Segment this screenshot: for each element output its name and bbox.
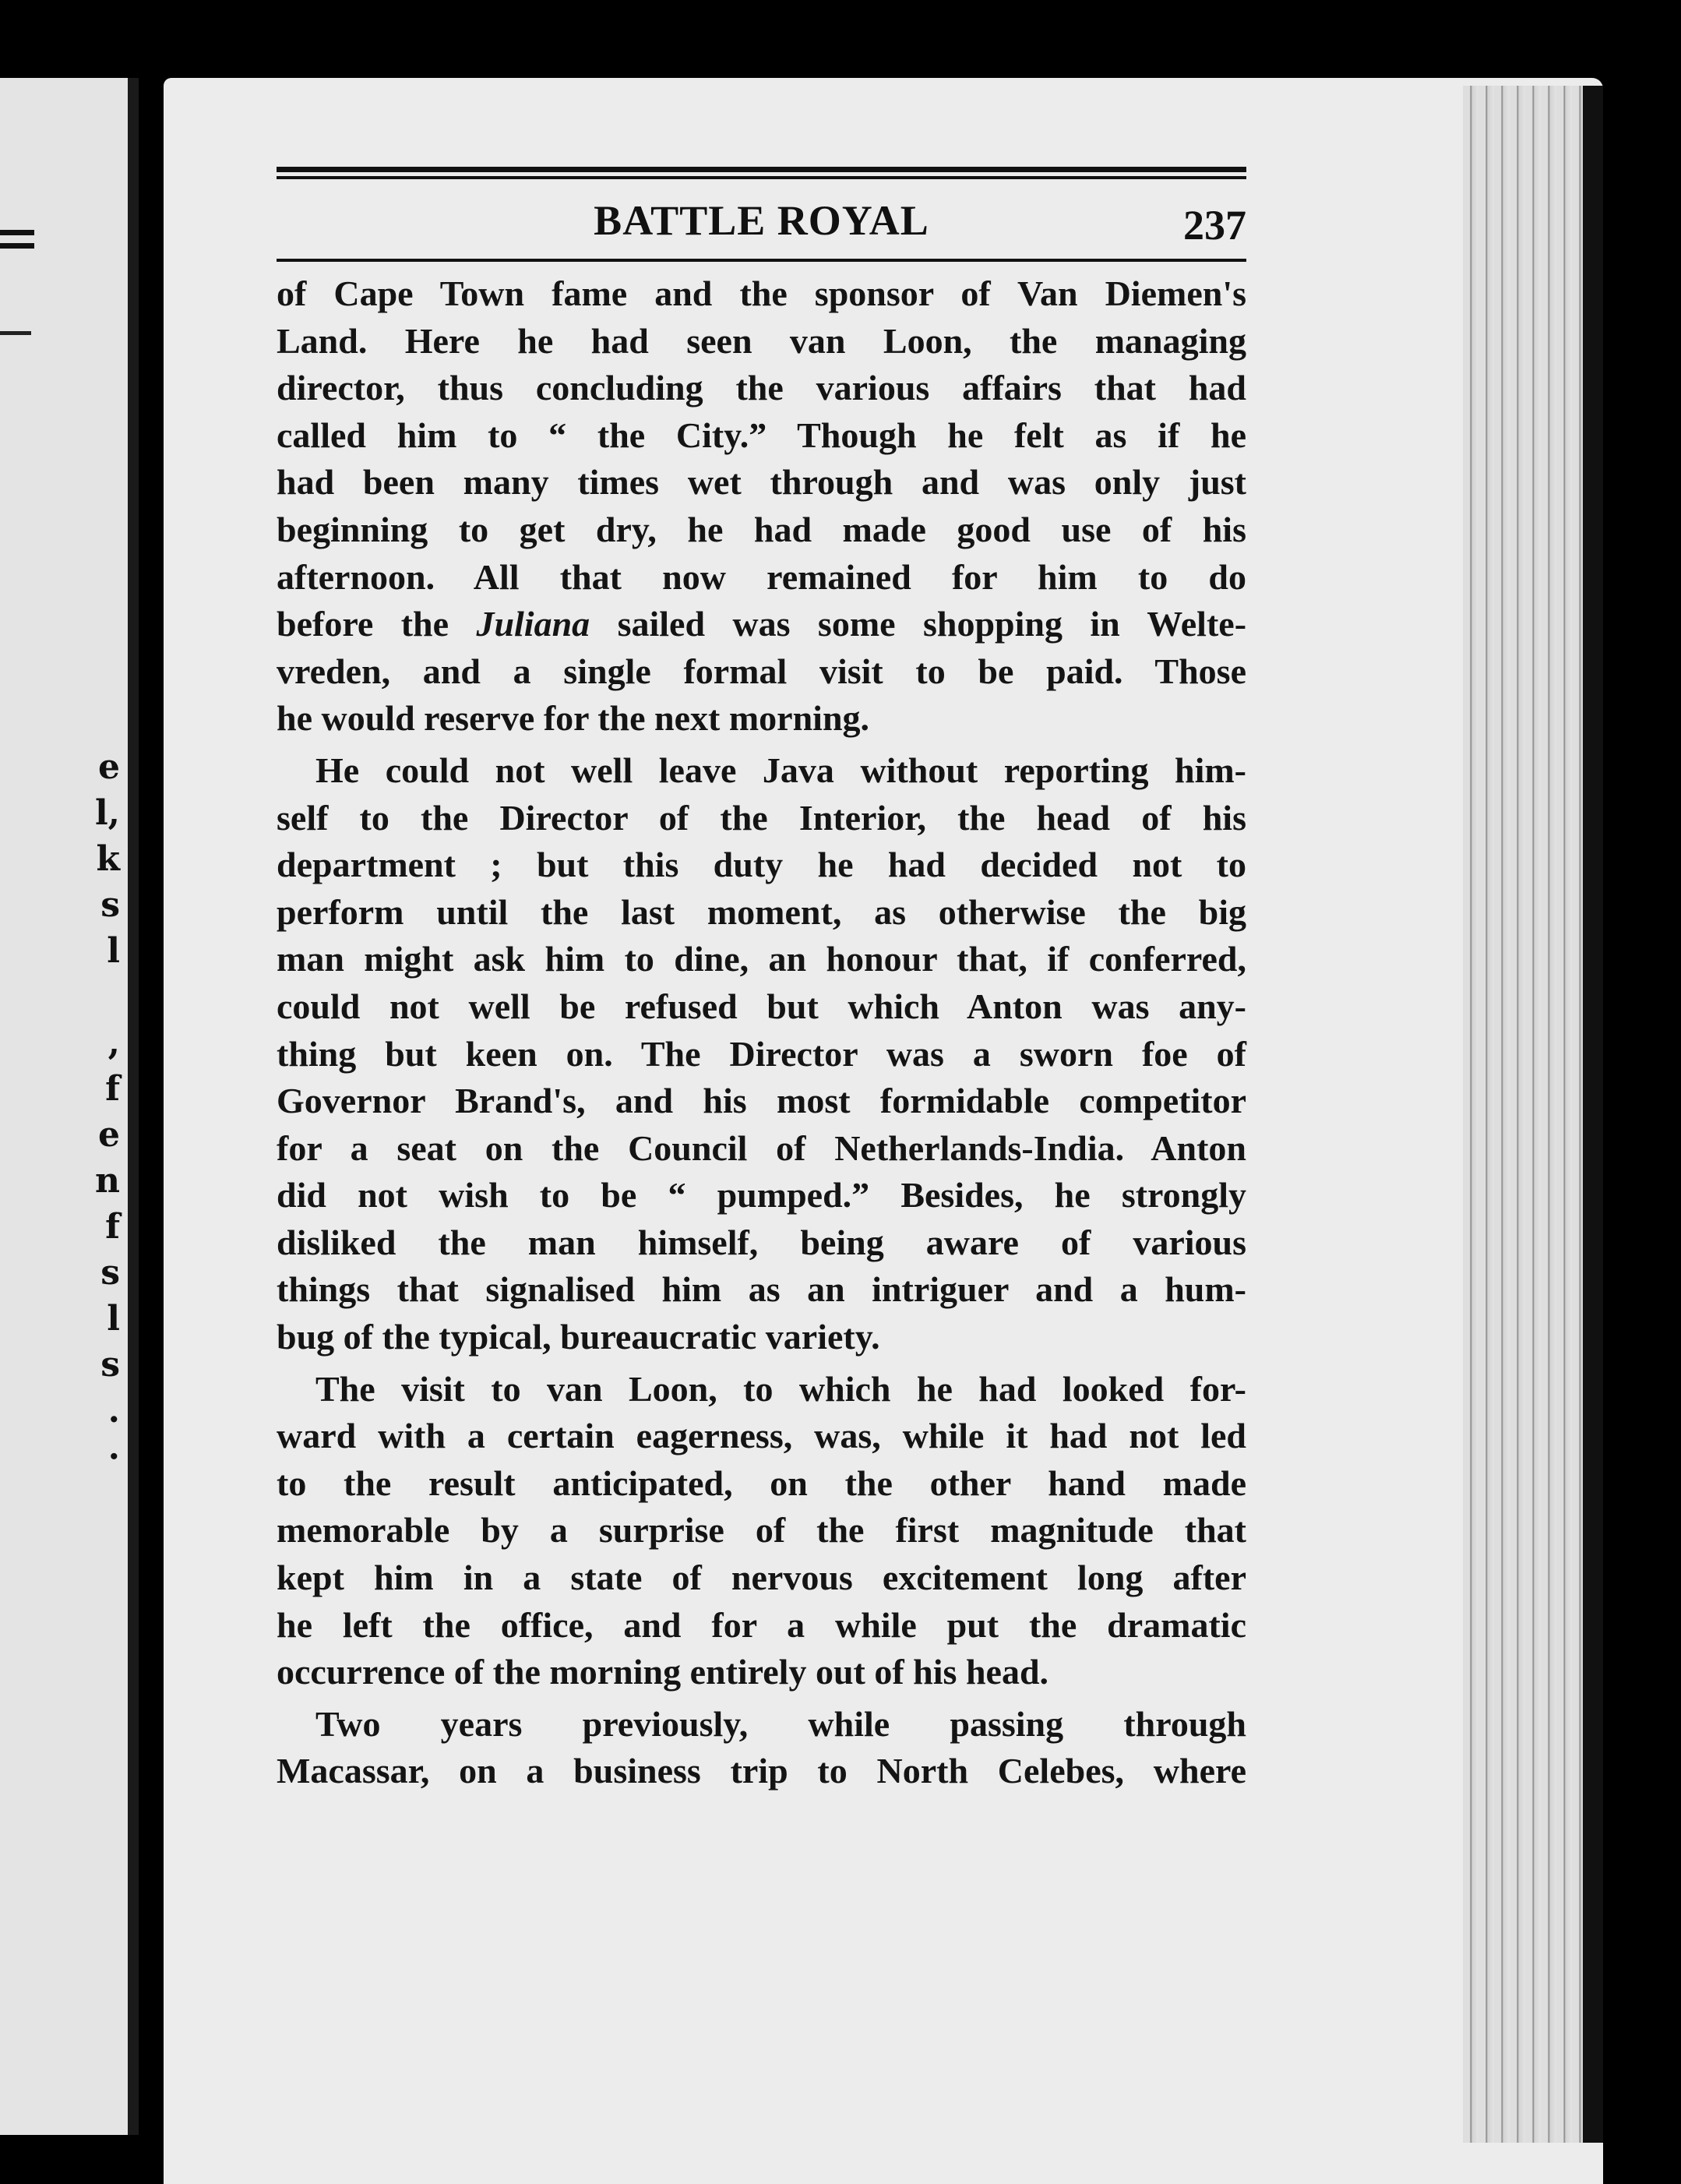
text-line: He could not well leave Java without reporting him- <box>315 750 1246 790</box>
text-line: to the result anticipated, on the other hand made <box>277 1462 1246 1503</box>
header-rule-top <box>277 167 1246 172</box>
text-line <box>277 601 1246 648</box>
text-line: things that signalised him as an intriguer and a hum- <box>277 1269 1246 1310</box>
text-line: he left the office, and for a while put the dramatic <box>277 1604 1246 1645</box>
page-edge-stack <box>1463 86 1603 2143</box>
fragment: e <box>98 1115 120 1155</box>
previous-page-edge <box>0 78 139 2135</box>
book-page <box>164 78 1603 2184</box>
fragment: k <box>96 839 120 879</box>
text-run: sailed was some shopping in Welte- <box>590 604 1247 644</box>
text-line: had been many times wet through and was only just <box>277 462 1246 503</box>
text-line: kept him in a state of nervous excitement long after <box>277 1558 1246 1598</box>
text-line: vreden, and a single formal visit to be paid. Those <box>277 651 1246 691</box>
text-line: memorable by a surprise of the first magnitude that <box>277 1510 1246 1551</box>
fragment: f <box>105 1069 120 1109</box>
fragment: l, <box>94 793 120 833</box>
fragment: e <box>98 747 120 787</box>
text-line: director, thus concluding the various affairs that had <box>277 368 1246 408</box>
fragment: , <box>107 1023 120 1063</box>
text-line: did not wish to be “ pumped.” Besides, he strongly <box>277 1175 1246 1215</box>
text-line: disliked the man himself, being aware of various <box>277 1222 1246 1262</box>
previous-page-text-fragments <box>65 744 120 1480</box>
text-line: of Cape Town fame and the sponsor of Van Diemen's <box>277 273 1246 313</box>
page-number: 237 <box>1183 202 1246 249</box>
fragment: s <box>100 1345 120 1385</box>
fragment <box>65 974 120 1020</box>
fragment: . <box>107 1391 120 1431</box>
text-line: afternoon. All that now remained for him to do <box>277 556 1246 597</box>
text-line: The visit to van Loon, to which he had looked for- <box>315 1368 1246 1409</box>
text-line: Governor Brand's, and his most formidable competitor <box>277 1081 1246 1121</box>
ship-name-italic: Juliana <box>476 604 590 644</box>
text-line: Land. Here he had seen van Loon, the managing <box>277 320 1246 361</box>
fragment: f <box>105 1207 120 1247</box>
text-line: man might ask him to dine, an honour that, if conferred, <box>277 939 1246 979</box>
fragment: s <box>100 1253 120 1293</box>
text-line: beginning to get dry, he had made good use of his <box>277 509 1246 549</box>
text-line: Macassar, on a business trip to North Celebes, where <box>277 1751 1246 1791</box>
fragment: · <box>107 1437 120 1477</box>
text-line: he would reserve for the next morning. <box>277 698 870 739</box>
body-text <box>277 270 1246 1795</box>
fragment: n <box>95 1161 120 1201</box>
text-run: before the <box>277 604 477 644</box>
fragment: s <box>100 885 120 925</box>
text-line: thing but keen on. The Director was a sworn foe of <box>277 1033 1246 1074</box>
text-line: occurrence of the morning entirely out of his head. <box>277 1652 1049 1692</box>
text-line: perform until the last moment, as otherwise the big <box>277 891 1246 932</box>
header-rule-bottom <box>277 259 1246 262</box>
page-edge-shadow <box>1583 86 1603 2143</box>
running-title: BATTLE ROYAL <box>594 197 929 244</box>
text-line: could not well be refused but which Anton was any- <box>277 986 1246 1026</box>
text-line: ward with a certain eagerness, was, while it had not led <box>277 1416 1246 1456</box>
text-line: for a seat on the Council of Netherlands-India. Anton <box>277 1127 1246 1168</box>
fragment: l <box>107 1299 120 1339</box>
previous-page-dash <box>0 331 31 335</box>
text-line: department ; but this duty he had decided not to <box>277 845 1246 885</box>
text-line: self to the Director of the Interior, the head of his <box>277 797 1246 838</box>
text-line: Two years previously, while passing through <box>315 1703 1246 1744</box>
fragment: l <box>107 931 120 971</box>
text-line: bug of the typical, bureaucratic variety. <box>277 1317 880 1357</box>
previous-page-header-rules <box>0 230 34 256</box>
running-head <box>277 196 1246 251</box>
header-rule-top-thin <box>277 176 1246 179</box>
text-line: called him to “ the City.” Though he felt as if he <box>277 415 1246 455</box>
